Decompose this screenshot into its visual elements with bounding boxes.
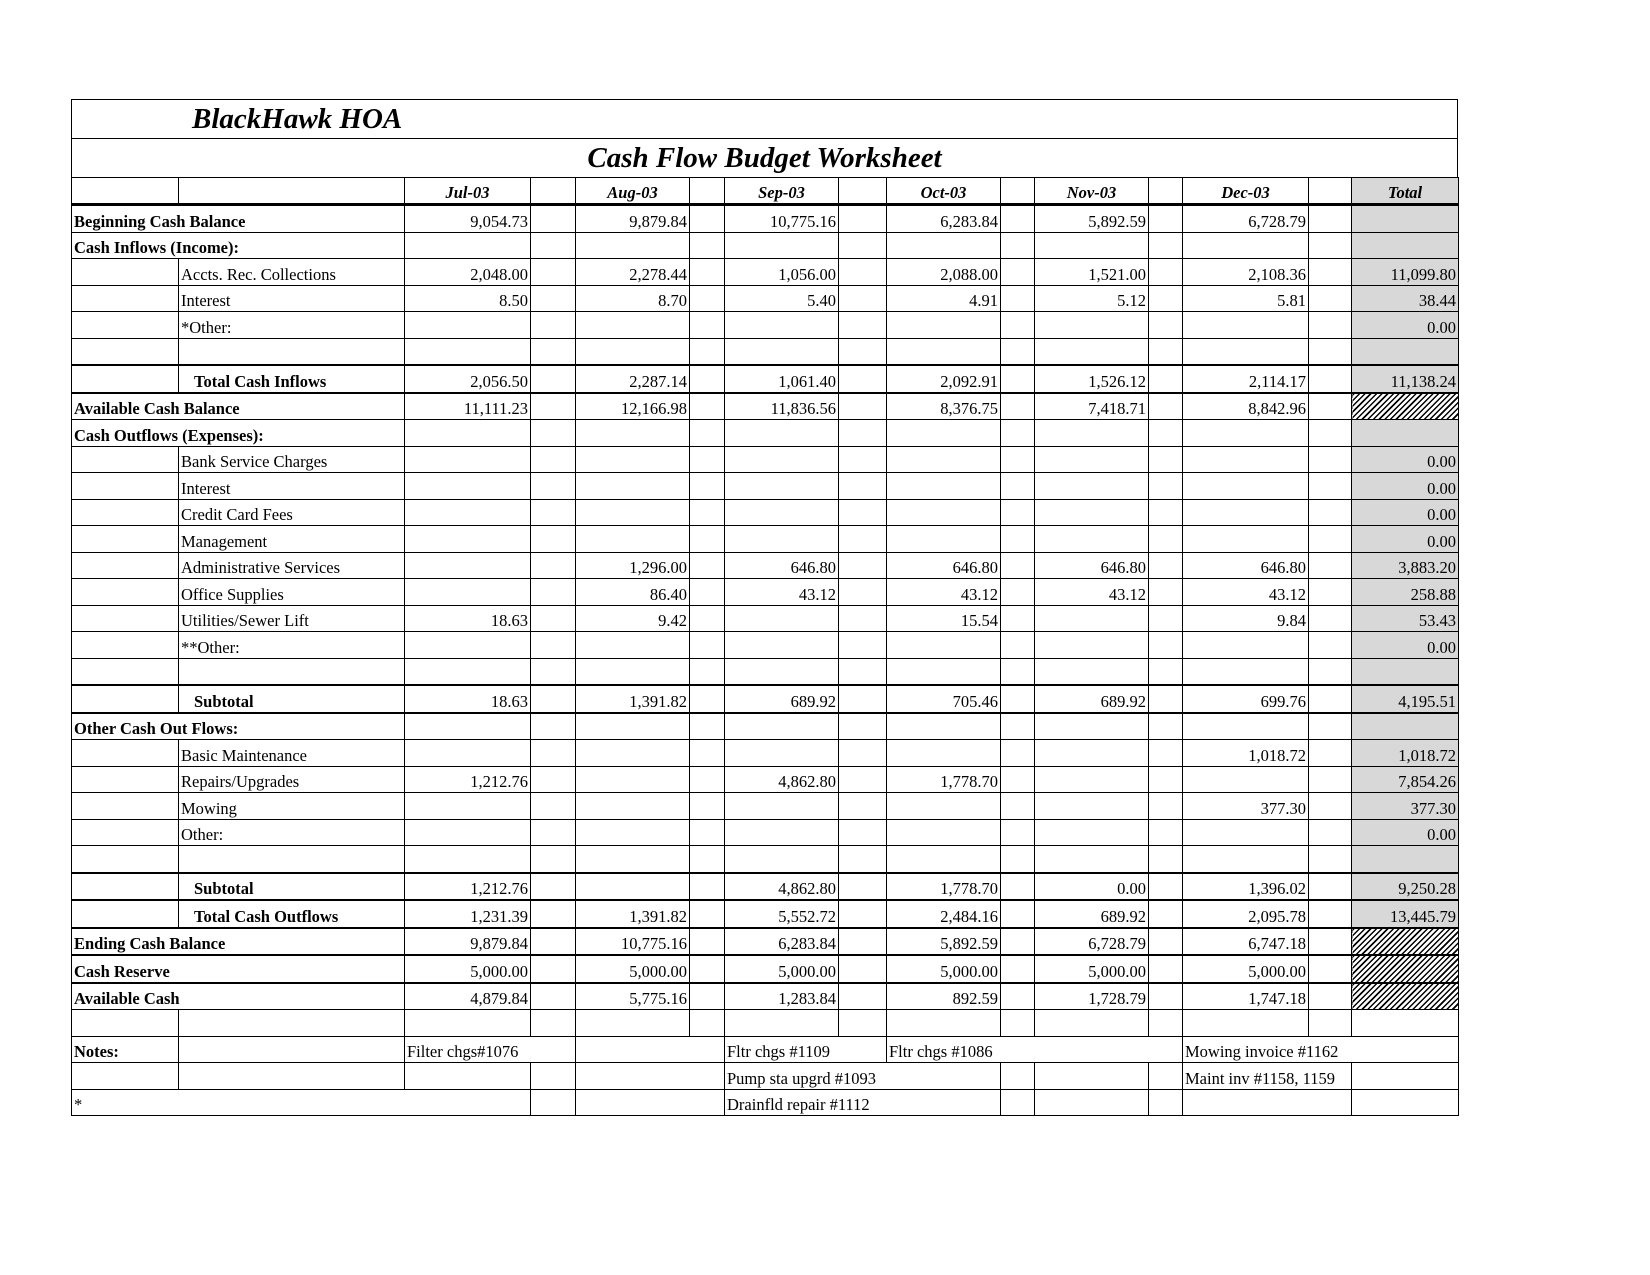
month-value	[725, 312, 839, 339]
month-value	[1035, 446, 1149, 473]
month-value	[1035, 766, 1149, 793]
month-header: Nov-03	[1035, 178, 1149, 205]
month-value: 1,296.00	[576, 552, 690, 579]
month-value	[405, 658, 531, 685]
month-value	[576, 499, 690, 526]
notes-label: Notes:	[72, 1036, 179, 1063]
table-row	[72, 205, 1459, 233]
month-value	[405, 420, 531, 447]
row-label: Management	[179, 526, 405, 553]
month-value: 43.12	[725, 579, 839, 606]
month-value	[1183, 232, 1309, 259]
row-label: Accts. Rec. Collections	[179, 259, 405, 286]
total-cell: 13,445.79	[1352, 900, 1459, 928]
month-value: 705.46	[887, 685, 1001, 713]
row-label: Cash Inflows (Income):	[72, 232, 405, 259]
month-value	[1183, 658, 1309, 685]
month-value: 5,000.00	[1035, 955, 1149, 983]
month-value: 5,000.00	[1183, 955, 1309, 983]
month-value	[887, 740, 1001, 767]
month-value	[725, 526, 839, 553]
total-cell	[1352, 928, 1459, 956]
table-row	[72, 605, 1459, 632]
table-row	[72, 713, 1459, 740]
month-value	[576, 338, 690, 365]
month-value	[1035, 473, 1149, 500]
month-value: 5,000.00	[725, 955, 839, 983]
total-cell	[1352, 393, 1459, 420]
table-row	[72, 685, 1459, 713]
month-value: 2,056.50	[405, 365, 531, 393]
row-label: Total Cash Outflows	[179, 900, 405, 928]
blank-row	[72, 1010, 1459, 1037]
month-value	[576, 446, 690, 473]
month-value	[1035, 793, 1149, 820]
month-value	[725, 740, 839, 767]
row-label: Available Cash	[72, 983, 405, 1010]
month-value	[1183, 420, 1309, 447]
total-cell	[1352, 338, 1459, 365]
month-value: 4.91	[887, 285, 1001, 312]
total-cell	[1352, 420, 1459, 447]
month-value: 5,000.00	[887, 955, 1001, 983]
month-value	[887, 713, 1001, 740]
month-value	[725, 632, 839, 659]
total-cell	[1352, 955, 1459, 983]
table-row	[72, 579, 1459, 606]
total-header: Total	[1352, 178, 1459, 205]
total-cell: 38.44	[1352, 285, 1459, 312]
month-value: 8.50	[405, 285, 531, 312]
row-label: Bank Service Charges	[179, 446, 405, 473]
month-value	[1183, 632, 1309, 659]
month-value: 5.40	[725, 285, 839, 312]
month-value	[405, 846, 531, 873]
notes-row-3	[72, 1089, 1459, 1116]
month-value	[887, 473, 1001, 500]
month-value	[576, 526, 690, 553]
month-header: Oct-03	[887, 178, 1001, 205]
table-row	[72, 900, 1459, 928]
month-value	[405, 632, 531, 659]
table-row	[72, 819, 1459, 846]
month-value: 5,000.00	[405, 955, 531, 983]
total-cell: 258.88	[1352, 579, 1459, 606]
month-value: 1,056.00	[725, 259, 839, 286]
month-value	[725, 420, 839, 447]
month-value: 689.92	[1035, 685, 1149, 713]
note-star: *	[72, 1089, 531, 1116]
month-value: 5.81	[1183, 285, 1309, 312]
month-value: 8,842.96	[1183, 393, 1309, 420]
row-label	[179, 846, 405, 873]
org-title-row	[71, 99, 1458, 138]
month-value	[1035, 499, 1149, 526]
row-label: Cash Outflows (Expenses):	[72, 420, 405, 447]
total-cell: 9,250.28	[1352, 873, 1459, 901]
month-value	[405, 499, 531, 526]
month-value	[576, 420, 690, 447]
cash-flow-table	[71, 177, 1459, 1116]
month-value: 1,526.12	[1035, 365, 1149, 393]
month-value: 10,775.16	[576, 928, 690, 956]
month-value	[1035, 819, 1149, 846]
row-label: Interest	[179, 285, 405, 312]
month-value	[576, 232, 690, 259]
month-value: 8,376.75	[887, 393, 1001, 420]
month-value	[725, 605, 839, 632]
month-value: 18.63	[405, 605, 531, 632]
month-value	[725, 793, 839, 820]
month-value	[576, 713, 690, 740]
total-cell	[1352, 658, 1459, 685]
month-value: 5,552.72	[725, 900, 839, 928]
total-cell	[1352, 983, 1459, 1010]
month-value	[405, 819, 531, 846]
table-row	[72, 740, 1459, 767]
month-value	[1183, 499, 1309, 526]
total-cell: 0.00	[1352, 499, 1459, 526]
table-row	[72, 793, 1459, 820]
month-value	[576, 632, 690, 659]
month-value: 2,092.91	[887, 365, 1001, 393]
month-value	[887, 338, 1001, 365]
worksheet	[71, 99, 1458, 1116]
total-cell	[1352, 205, 1459, 233]
month-value	[1183, 338, 1309, 365]
org-title: BlackHawk HOA	[192, 103, 403, 135]
month-value: 43.12	[1035, 579, 1149, 606]
month-value: 9,879.84	[405, 928, 531, 956]
month-value	[887, 420, 1001, 447]
table-row	[72, 393, 1459, 420]
month-value	[576, 740, 690, 767]
month-value	[576, 873, 690, 901]
month-value: 1,521.00	[1035, 259, 1149, 286]
total-cell	[1352, 713, 1459, 740]
month-value	[405, 740, 531, 767]
month-value: 1,391.82	[576, 685, 690, 713]
table-row	[72, 526, 1459, 553]
row-label: Other Cash Out Flows:	[72, 713, 405, 740]
month-value: 646.80	[1035, 552, 1149, 579]
month-value: 1,778.70	[887, 766, 1001, 793]
month-value: 2,108.36	[1183, 259, 1309, 286]
month-value: 4,862.80	[725, 766, 839, 793]
table-row	[72, 983, 1459, 1010]
month-value: 2,114.17	[1183, 365, 1309, 393]
month-value	[1183, 766, 1309, 793]
month-value: 2,088.00	[887, 259, 1001, 286]
month-value	[576, 312, 690, 339]
month-value	[887, 819, 1001, 846]
month-value	[576, 819, 690, 846]
month-value: 2,095.78	[1183, 900, 1309, 928]
month-value	[405, 312, 531, 339]
month-value: 1,061.40	[725, 365, 839, 393]
month-value	[576, 766, 690, 793]
row-label: Basic Maintenance	[179, 740, 405, 767]
table-row	[72, 446, 1459, 473]
month-value: 5.12	[1035, 285, 1149, 312]
month-value	[1183, 713, 1309, 740]
month-value: 12,166.98	[576, 393, 690, 420]
month-value	[1035, 846, 1149, 873]
table-row	[72, 552, 1459, 579]
month-value	[1183, 526, 1309, 553]
total-cell: 0.00	[1352, 819, 1459, 846]
month-value: 1,231.39	[405, 900, 531, 928]
table-row	[72, 846, 1459, 873]
note-oct-1: Fltr chgs #1086	[887, 1036, 1183, 1063]
month-value	[405, 552, 531, 579]
table-row	[72, 365, 1459, 393]
month-value	[405, 579, 531, 606]
row-label: *Other:	[179, 312, 405, 339]
table-row	[72, 499, 1459, 526]
total-cell: 1,018.72	[1352, 740, 1459, 767]
month-value	[887, 793, 1001, 820]
month-value	[405, 232, 531, 259]
month-value: 15.54	[887, 605, 1001, 632]
month-value: 43.12	[1183, 579, 1309, 606]
note-sep-1: Fltr chgs #1109	[725, 1036, 887, 1063]
row-label: Administrative Services	[179, 552, 405, 579]
month-value	[1183, 446, 1309, 473]
total-cell: 0.00	[1352, 632, 1459, 659]
row-label: Available Cash Balance	[72, 393, 405, 420]
table-row	[72, 766, 1459, 793]
month-value: 689.92	[1035, 900, 1149, 928]
month-value	[725, 338, 839, 365]
table-row	[72, 632, 1459, 659]
table-row	[72, 232, 1459, 259]
row-label: Credit Card Fees	[179, 499, 405, 526]
month-value	[576, 658, 690, 685]
note-dec-1: Mowing invoice #1162	[1183, 1036, 1459, 1063]
table-row	[72, 259, 1459, 286]
month-value: 646.80	[725, 552, 839, 579]
month-value: 5,775.16	[576, 983, 690, 1010]
month-value: 2,484.16	[887, 900, 1001, 928]
month-value: 1,283.84	[725, 983, 839, 1010]
table-row	[72, 928, 1459, 956]
month-value: 10,775.16	[725, 205, 839, 233]
notes-row-1	[72, 1036, 1459, 1063]
month-value: 9,054.73	[405, 205, 531, 233]
month-value: 2,287.14	[576, 365, 690, 393]
month-value	[1183, 312, 1309, 339]
month-value	[1183, 473, 1309, 500]
total-cell: 0.00	[1352, 312, 1459, 339]
row-label: Ending Cash Balance	[72, 928, 405, 956]
month-value	[725, 713, 839, 740]
month-value	[1035, 526, 1149, 553]
month-value: 11,111.23	[405, 393, 531, 420]
notes-row-2	[72, 1063, 1459, 1090]
month-value: 1,212.76	[405, 873, 531, 901]
month-header: Jul-03	[405, 178, 531, 205]
total-cell: 4,195.51	[1352, 685, 1459, 713]
total-cell	[1352, 232, 1459, 259]
month-value	[1035, 338, 1149, 365]
month-header: Aug-03	[576, 178, 690, 205]
month-value	[725, 446, 839, 473]
month-value	[887, 232, 1001, 259]
row-label: **Other:	[179, 632, 405, 659]
month-value	[1035, 312, 1149, 339]
month-value: 689.92	[725, 685, 839, 713]
note-dec-2: Maint inv #1158, 1159	[1183, 1063, 1352, 1090]
table-row	[72, 873, 1459, 901]
month-header: Sep-03	[725, 178, 839, 205]
month-value: 9.84	[1183, 605, 1309, 632]
month-value: 646.80	[1183, 552, 1309, 579]
total-cell	[1352, 846, 1459, 873]
month-value: 4,879.84	[405, 983, 531, 1010]
table-row	[72, 338, 1459, 365]
month-value	[405, 338, 531, 365]
month-value	[887, 312, 1001, 339]
month-value: 892.59	[887, 983, 1001, 1010]
month-value: 1,018.72	[1183, 740, 1309, 767]
month-value: 43.12	[887, 579, 1001, 606]
worksheet-title-row	[71, 138, 1458, 177]
total-cell: 11,099.80	[1352, 259, 1459, 286]
month-value	[1035, 713, 1149, 740]
row-label: Cash Reserve	[72, 955, 405, 983]
month-value: 6,728.79	[1183, 205, 1309, 233]
month-value	[887, 846, 1001, 873]
month-value	[725, 499, 839, 526]
month-value	[405, 446, 531, 473]
month-value	[405, 793, 531, 820]
month-value: 699.76	[1183, 685, 1309, 713]
table-row	[72, 473, 1459, 500]
month-value: 9,879.84	[576, 205, 690, 233]
month-value	[887, 526, 1001, 553]
table-row	[72, 658, 1459, 685]
month-value	[725, 232, 839, 259]
table-row	[72, 312, 1459, 339]
month-value	[1035, 420, 1149, 447]
month-value: 1,728.79	[1035, 983, 1149, 1010]
month-value: 646.80	[887, 552, 1001, 579]
month-value: 2,048.00	[405, 259, 531, 286]
month-value	[887, 632, 1001, 659]
total-cell: 377.30	[1352, 793, 1459, 820]
month-value	[1035, 740, 1149, 767]
month-value: 5,892.59	[887, 928, 1001, 956]
month-header: Dec-03	[1183, 178, 1309, 205]
month-value: 86.40	[576, 579, 690, 606]
month-value	[887, 658, 1001, 685]
total-cell: 0.00	[1352, 446, 1459, 473]
month-value: 1,747.18	[1183, 983, 1309, 1010]
month-value: 5,892.59	[1035, 205, 1149, 233]
row-label	[179, 658, 405, 685]
month-value	[1183, 846, 1309, 873]
total-cell: 0.00	[1352, 526, 1459, 553]
table-row	[72, 955, 1459, 983]
month-value	[725, 658, 839, 685]
month-value	[576, 846, 690, 873]
row-label: Other:	[179, 819, 405, 846]
note-jul-1: Filter chgs#1076	[405, 1036, 576, 1063]
month-value: 6,283.84	[725, 928, 839, 956]
month-value	[576, 793, 690, 820]
month-value	[405, 526, 531, 553]
row-label: Utilities/Sewer Lift	[179, 605, 405, 632]
month-value: 2,278.44	[576, 259, 690, 286]
note-sep-2: Pump sta upgrd #1093	[725, 1063, 1001, 1090]
header-row	[72, 178, 1459, 205]
table-row	[72, 285, 1459, 312]
month-value: 1,391.82	[576, 900, 690, 928]
month-value: 1,396.02	[1183, 873, 1309, 901]
month-value: 1,212.76	[405, 766, 531, 793]
row-label	[179, 338, 405, 365]
month-value	[576, 473, 690, 500]
month-value: 1,778.70	[887, 873, 1001, 901]
month-value: 6,747.18	[1183, 928, 1309, 956]
row-label: Mowing	[179, 793, 405, 820]
month-value: 377.30	[1183, 793, 1309, 820]
month-value: 5,000.00	[576, 955, 690, 983]
total-cell: 7,854.26	[1352, 766, 1459, 793]
row-label: Interest	[179, 473, 405, 500]
month-value: 4,862.80	[725, 873, 839, 901]
table-row	[72, 420, 1459, 447]
row-label: Beginning Cash Balance	[72, 205, 405, 233]
row-label: Subtotal	[179, 685, 405, 713]
month-value	[1035, 232, 1149, 259]
note-sep-3: Drainfld repair #1112	[725, 1089, 1001, 1116]
worksheet-title: Cash Flow Budget Worksheet	[587, 142, 942, 174]
month-value	[1035, 632, 1149, 659]
month-value: 18.63	[405, 685, 531, 713]
total-cell: 0.00	[1352, 473, 1459, 500]
month-value	[725, 846, 839, 873]
month-value	[887, 499, 1001, 526]
month-value: 6,728.79	[1035, 928, 1149, 956]
month-value	[1035, 605, 1149, 632]
month-value: 7,418.71	[1035, 393, 1149, 420]
month-value	[1183, 819, 1309, 846]
total-cell: 3,883.20	[1352, 552, 1459, 579]
month-value: 8.70	[576, 285, 690, 312]
month-value	[725, 819, 839, 846]
month-value	[405, 473, 531, 500]
month-value: 6,283.84	[887, 205, 1001, 233]
month-value: 9.42	[576, 605, 690, 632]
month-value	[1035, 658, 1149, 685]
month-value	[405, 713, 531, 740]
row-label: Total Cash Inflows	[179, 365, 405, 393]
total-cell: 53.43	[1352, 605, 1459, 632]
month-value: 0.00	[1035, 873, 1149, 901]
row-label: Repairs/Upgrades	[179, 766, 405, 793]
month-value	[725, 473, 839, 500]
month-value	[887, 446, 1001, 473]
row-label: Office Supplies	[179, 579, 405, 606]
month-value: 11,836.56	[725, 393, 839, 420]
row-label: Subtotal	[179, 873, 405, 901]
total-cell: 11,138.24	[1352, 365, 1459, 393]
